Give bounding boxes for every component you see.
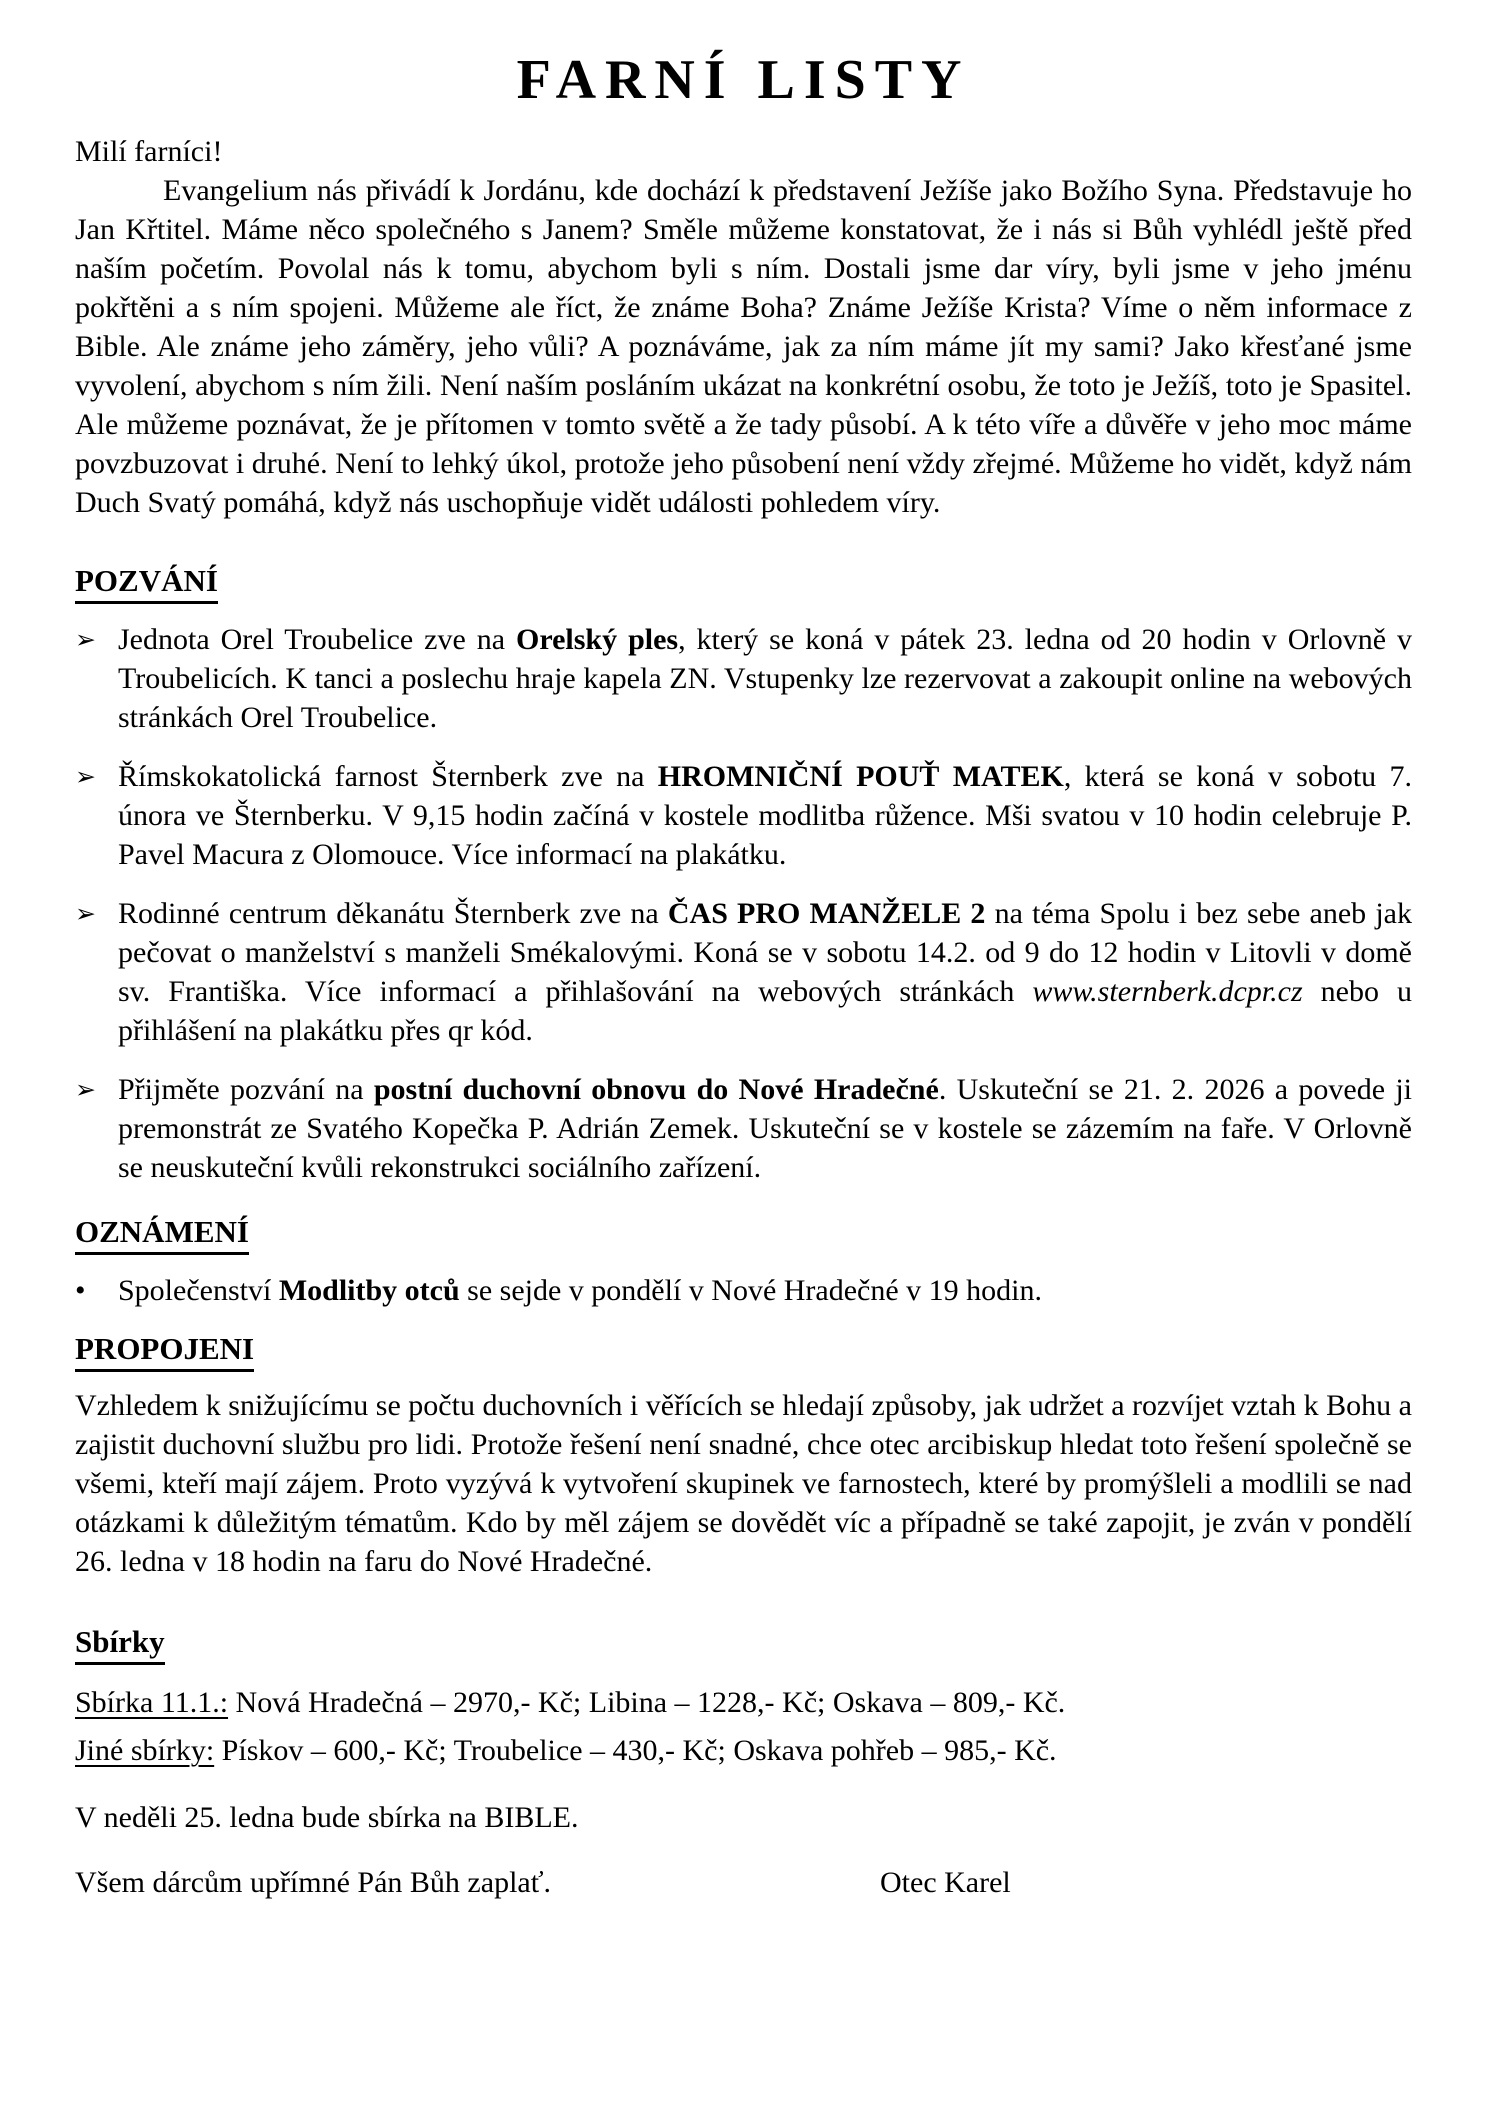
section-heading-propojeni (75, 1330, 1412, 1372)
list-item-text (118, 757, 1412, 874)
text-segment: Přijměte pozvání na (118, 1073, 374, 1106)
collection-1-amounts: Nová Hradečná – 2970,- Kč; Libina – 1228,- Kč; Oskava – 809,- Kč. (228, 1686, 1066, 1719)
collection-line-1 (75, 1683, 1412, 1722)
text-segment-bold: HROMNIČNÍ POUŤ MATEK (657, 760, 1064, 793)
text-segment-bold: ČAS PRO MANŽELE 2 (667, 897, 986, 930)
oznameni-list (75, 1271, 1412, 1310)
list-item-text (118, 1271, 1412, 1310)
text-segment: nebo u přihlášení na plakátku přes qr kód. (118, 975, 1412, 1047)
intro-paragraph: Evangelium nás přivádí k Jordánu, kde dochází k představení Ježíše jako Božího Syna. Představuje ho Jan Křtitel. Máme něco společného s Janem? Směle můžeme konstatovat, že i nás si Bůh vyhlédl ještě před naším početím. Povolal nás k tomu, abychom byli s ním. Dostali jsme dar víry, byli jsme v jeho jménu pokřtěni a s ním spojeni. Můžeme ale říct, že známe Boha? Známe Ježíše Krista? Víme o něm informace z Bible. Ale známe jeho záměry, jeho vůli? A poznáváme, jak za ním máme jít my sami? Jako křesťané jsme vyvolení, abychom s ním žili. Není naším posláním ukázat na konkrétní osobu, že toto je Ježíš, toto je Spasitel. Ale můžeme poznávat, že je přítomen v tomto světě a že tady působí. A k této víře a důvěře v jeho moc máme povzbuzovat i druhé. Není to lehký úkol, protože jeho působení není vždy zřejmé. Můžeme ho vidět, když nám Duch Svatý pomáhá, když nás uschopňuje vidět události pohledem víry. (75, 174, 1412, 519)
upcoming-collection-note: V neděli 25. ledna bude sbírka na BIBLE. (75, 1801, 579, 1834)
greeting-line: Milí farníci! (75, 135, 223, 168)
text-segment: na téma Spolu i bez sebe aneb jak pečovat o manželství s manželi Smékalovými. Koná se v sobotu 14.2. od 9 do 12 hodin v Litovli v domě sv. Františka. Více informací a přihlašování na webových stránkách (118, 897, 1412, 1008)
dot-bullet-icon: • (75, 1274, 86, 1307)
arrow-bullet-icon: ➢ (75, 625, 96, 654)
section-heading-oznameni (75, 1213, 1412, 1255)
website-url-text: www.sternberk.dcpr.cz (1032, 975, 1303, 1008)
section-heading-pozvani (75, 562, 1412, 604)
text-segment: , která se koná v sobotu 7. února ve Šternberku. V 9,15 hodin začíná v kostele modlitba růžence. Mši svatou v 10 hodin celebruje P. Pavel Macura z Olomouce. Více informací na plakátku. (118, 760, 1412, 871)
section-heading-oznameni-text: OZNÁMENÍ (75, 1214, 249, 1255)
section-heading-sbirky-text: Sbírky (75, 1624, 165, 1665)
pozvani-list (75, 620, 1412, 1187)
text-segment: Rodinné centrum děkanátu Šternberk zve na (118, 897, 668, 930)
arrow-bullet-icon: ➢ (75, 762, 96, 791)
list-item-hromnicni-pout (75, 757, 1412, 874)
signature-text: Otec Karel (880, 1866, 1011, 1899)
arrow-bullet-icon: ➢ (75, 899, 96, 928)
collection-2-label: Jiné sbírky: (75, 1734, 215, 1767)
section-heading-pozvani-text: POZVÁNÍ (75, 563, 218, 604)
text-segment: Římskokatolická farnost Šternberk zve na (118, 760, 658, 793)
thanks-text: Všem dárcům upřímné Pán Bůh zaplať. (75, 1866, 552, 1899)
text-segment: Jednota Orel Troubelice zve na (118, 623, 516, 656)
text-segment-bold: postní duchovní obnovu do Nové Hradečné (373, 1073, 939, 1106)
propojeni-paragraph: Vzhledem k snižujícímu se počtu duchovních i věřících se hledají způsoby, jak udržet a rozvíjet vztah k Bohu a zajistit duchovní službu pro lidi. Protože řešení není snadné, chce otec arcibiskup hledat toto řešení společně se všemi, kteří mají zájem. Proto vyzývá k vytvoření skupinek ve farnostech, které by promýšleli a modlili se nad otázkami k důležitým tématům. Kdo by měl zájem se dovědět víc a případně se také zapojit, je zván v pondělí 26. ledna v 18 hodin na faru do Nové Hradečné. (75, 1389, 1412, 1578)
collection-line-2 (75, 1731, 1412, 1770)
collection-1-label: Sbírka 11.1.: (75, 1686, 229, 1719)
list-item-cas-pro-manzele (75, 894, 1412, 1050)
text-segment-bold: Modlitby otců (278, 1274, 460, 1307)
arrow-bullet-icon: ➢ (75, 1075, 96, 1104)
closing-line (75, 1863, 1412, 1902)
text-segment: se sejde v pondělí v Nové Hradečné v 19 hodin. (459, 1274, 1043, 1307)
text-segment: Společenství (118, 1274, 279, 1307)
list-item-text (118, 894, 1412, 1050)
section-heading-sbirky (75, 1623, 1412, 1665)
list-item-orelsky-ples (75, 620, 1412, 737)
page-title: FARNÍ LISTY (516, 49, 971, 111)
list-item-text (118, 620, 1412, 737)
text-segment: . Uskuteční se 21. 2. 2026 a povede ji premonstrát ze Svatého Kopečka P. Adrián Zemek. Uskuteční se v kostele se zázemím na faře. V Orlovně se neuskuteční kvůli rekonstrukci sociálního zařízení. (118, 1073, 1412, 1184)
list-item-modlitby-otcu (75, 1271, 1412, 1310)
collection-2-amounts: Pískov – 600,- Kč; Troubelice – 430,- Kč; Oskava pohřeb – 985,- Kč. (214, 1734, 1057, 1767)
text-segment: , který se koná v pátek 23. ledna od 20 hodin v Orlovně v Troubelicích. K tanci a poslechu hraje kapela ZN. Vstupenky lze rezervovat a zakoupit online na webových stránkách Orel Troubelice. (118, 623, 1412, 734)
list-item-postni-obnova (75, 1070, 1412, 1187)
text-segment-bold: Orelský ples (516, 623, 679, 656)
section-heading-propojeni-text: PROPOJENI (75, 1331, 254, 1372)
list-item-text (118, 1070, 1412, 1187)
